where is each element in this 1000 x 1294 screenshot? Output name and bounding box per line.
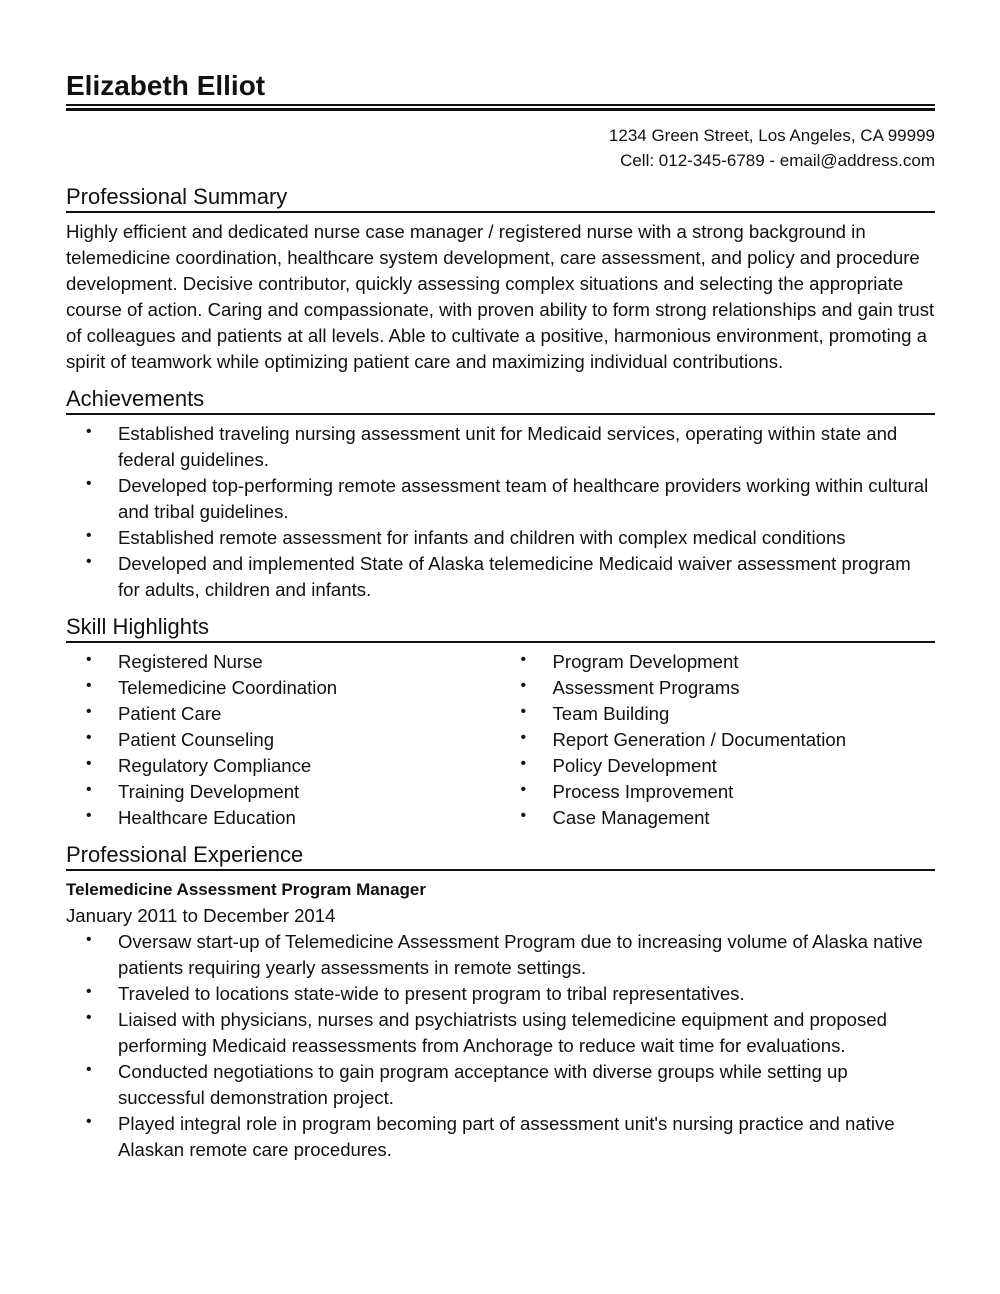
- achievements-heading: Achievements: [66, 385, 935, 415]
- bullet-icon: •: [86, 651, 92, 668]
- item-text: Patient Care: [118, 703, 222, 724]
- bullet-icon: •: [86, 755, 92, 772]
- item-text: Liaised with physicians, nurses and psychiatrists using telemedicine equipment and proposed performing Medicaid reassessments from Anchorage to reduce wait time for evaluations.: [118, 1009, 887, 1056]
- list-item: [66, 649, 501, 675]
- skills-heading: Skill Highlights: [66, 613, 935, 643]
- bullet-icon: •: [86, 703, 92, 720]
- bullet-icon: •: [86, 781, 92, 798]
- item-text: Training Development: [118, 781, 300, 802]
- list-item: [66, 981, 935, 1007]
- job-title: Telemedicine Assessment Program Manager: [66, 880, 426, 899]
- list-item: [66, 1007, 935, 1059]
- list-item: [66, 675, 501, 701]
- item-text: Developed top-performing remote assessment team of healthcare providers working within cultural and tribal guidelines.: [118, 475, 929, 522]
- phone-email: Cell: 012-345-6789 - email@address.com: [620, 151, 935, 170]
- item-text: Traveled to locations state-wide to present program to tribal representatives.: [118, 983, 745, 1004]
- summary-heading: Professional Summary: [66, 183, 935, 213]
- bullet-icon: •: [520, 677, 527, 694]
- list-item: [66, 1059, 935, 1111]
- item-text: Process Improvement: [552, 781, 734, 802]
- list-item: [66, 753, 501, 779]
- skills-left: [66, 649, 501, 831]
- bullet-icon: •: [520, 807, 527, 824]
- item-text: Policy Development: [552, 755, 717, 776]
- header-divider: [66, 104, 935, 111]
- item-text: Program Development: [552, 651, 739, 672]
- list-item: [501, 701, 936, 727]
- bullet-icon: •: [86, 931, 92, 948]
- list-item: [66, 779, 501, 805]
- list-item: [66, 727, 501, 753]
- bullet-icon: •: [86, 1009, 92, 1026]
- list-item: [66, 473, 935, 525]
- bullet-icon: •: [86, 475, 92, 492]
- item-text: Established remote assessment for infants and children with complex medical conditions: [118, 527, 846, 548]
- item-text: Developed and implemented State of Alaska telemedicine Medicaid waiver assessment program for adults, children and infants.: [118, 553, 911, 600]
- item-text: Patient Counseling: [118, 729, 275, 750]
- bullet-icon: •: [520, 729, 527, 746]
- list-item: [501, 753, 936, 779]
- experience-heading: Professional Experience: [66, 841, 935, 871]
- item-text: Case Management: [552, 807, 710, 828]
- resume: [66, 68, 935, 1163]
- bullet-icon: •: [86, 423, 92, 440]
- contact-info: [66, 123, 935, 173]
- list-item: [66, 1111, 935, 1163]
- bullet-icon: •: [520, 755, 527, 772]
- bullet-icon: •: [86, 1061, 92, 1078]
- item-text: Assessment Programs: [552, 677, 740, 698]
- bullet-icon: •: [520, 703, 527, 720]
- list-item: [66, 929, 935, 981]
- bullet-icon: •: [86, 1113, 92, 1130]
- list-item: [501, 675, 936, 701]
- item-text: Played integral role in program becoming part of assessment unit's nursing practice and native Alaskan remote care procedures.: [118, 1113, 895, 1160]
- job-duties: [66, 929, 935, 1163]
- list-item: [66, 551, 935, 603]
- list-item: [501, 727, 936, 753]
- item-text: Report Generation / Documentation: [552, 729, 847, 750]
- achievements-list: [66, 421, 935, 603]
- summary-text: Highly efficient and dedicated nurse case manager / registered nurse with a strong background in telemedicine coordination, healthcare system development, care assessment, and policy and procedure development. Decisive contributor, quickly assessing complex situations and selecting the appropriate course of action. Caring and compassionate, with proven ability to form strong relationships and gain trust of colleagues and patients at all levels. Able to cultivate a positive, harmonious environment, promoting a spirit of teamwork while optimizing patient care and maximizing individual contributions.: [66, 221, 935, 372]
- item-text: Team Building: [552, 703, 670, 724]
- list-item: [66, 525, 935, 551]
- item-text: Conducted negotiations to gain program acceptance with diverse groups while setting up successful demonstration project.: [118, 1061, 848, 1108]
- list-item: [501, 779, 936, 805]
- list-item: [501, 649, 936, 675]
- bullet-icon: •: [86, 553, 92, 570]
- bullet-icon: •: [520, 781, 527, 798]
- item-text: Regulatory Compliance: [118, 755, 312, 776]
- bullet-icon: •: [86, 527, 92, 544]
- list-item: [501, 805, 936, 831]
- bullet-icon: •: [86, 807, 92, 824]
- item-text: Telemedicine Coordination: [118, 677, 338, 698]
- list-item: [66, 701, 501, 727]
- skills-right: [501, 649, 936, 831]
- item-text: Registered Nurse: [118, 651, 263, 672]
- bullet-icon: •: [520, 651, 527, 668]
- bullet-icon: •: [86, 677, 92, 694]
- skills-columns: [66, 649, 935, 831]
- list-item: [66, 421, 935, 473]
- candidate-name: Elizabeth Elliot: [66, 70, 266, 101]
- item-text: Oversaw start-up of Telemedicine Assessment Program due to increasing volume of Alaska native patients requiring yearly assessments in remote settings.: [118, 931, 923, 978]
- address: 1234 Green Street, Los Angeles, CA 99999: [608, 126, 935, 145]
- job-dates: January 2011 to December 2014: [66, 905, 336, 926]
- item-text: Established traveling nursing assessment unit for Medicaid services, operating within state and federal guidelines.: [118, 423, 898, 470]
- bullet-icon: •: [86, 729, 92, 746]
- list-item: [66, 805, 501, 831]
- bullet-icon: •: [86, 983, 92, 1000]
- item-text: Healthcare Education: [118, 807, 296, 828]
